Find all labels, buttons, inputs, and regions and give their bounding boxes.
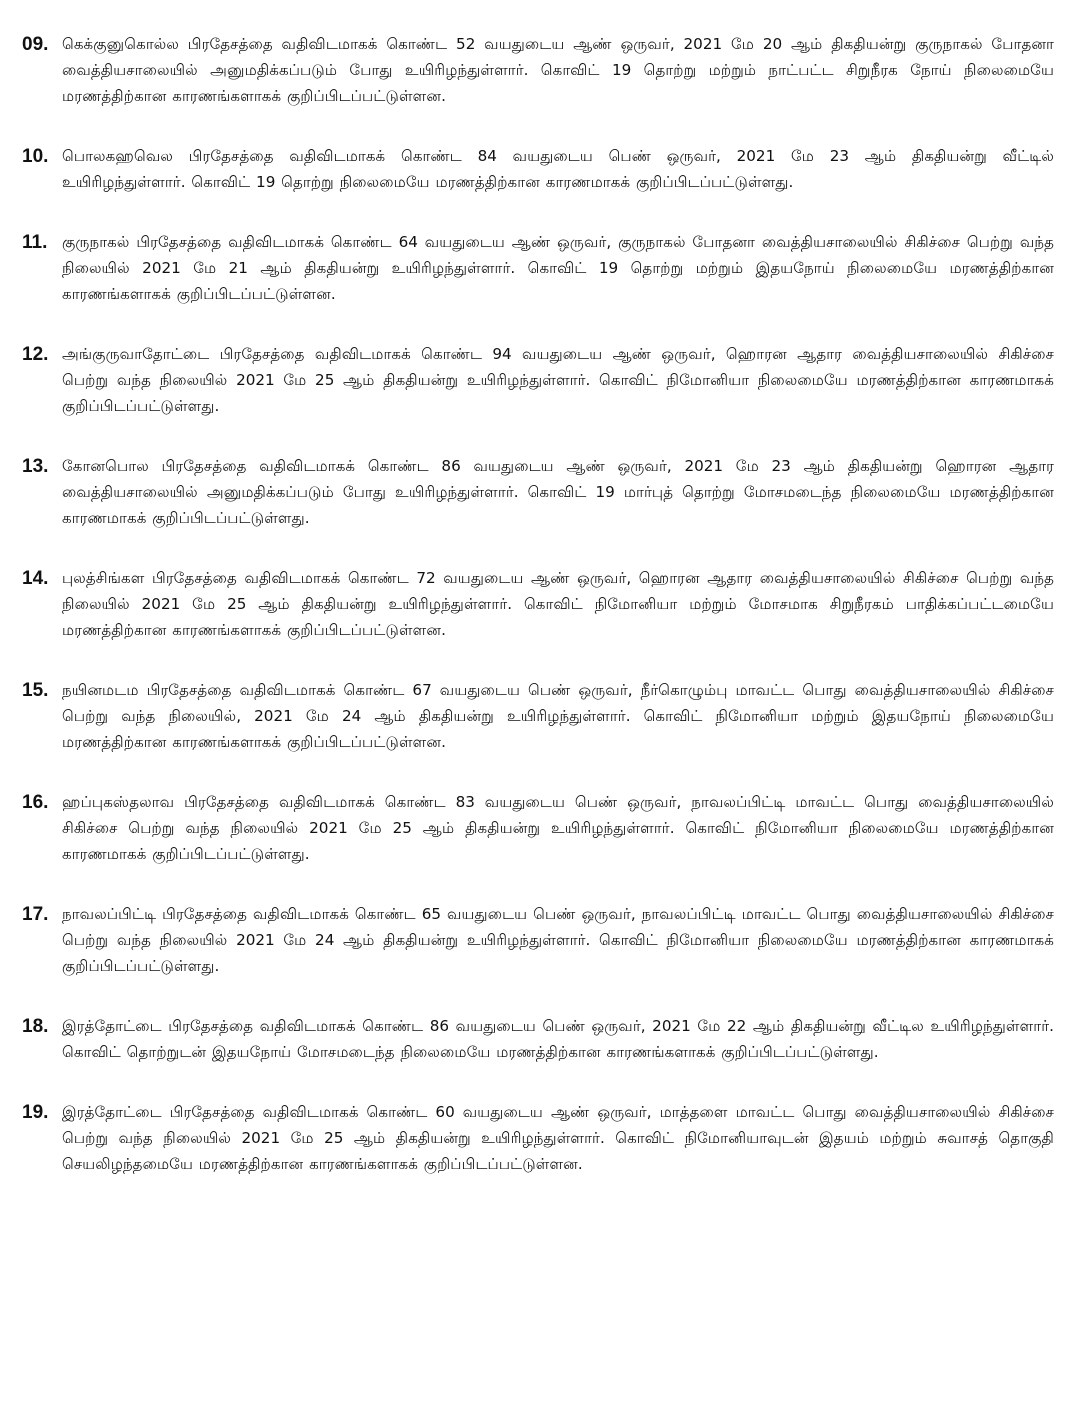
list-item — [22, 901, 1054, 979]
item-text: ஹப்புகஸ்தலாவ பிரதேசத்தை வதிவிடமாகக் கொண்ட 83 வயதுடைய பெண் ஒருவர், நாவலப்பிட்டி மாவட்ட பொது வைத்தியசாலையில் சிகிச்சை பெற்று வந்த நிலையில் 2021 மே 25 ஆம் திகதியன்று உயிரிழந்துள்ளார். கொவிட் நிமோனியா நிலைமையே மரணத்திற்கான காரணமாகக் குறிப்பிடப்பட்டுள்ளது. — [62, 793, 1054, 863]
list-item — [22, 143, 1054, 195]
list-item — [22, 229, 1054, 307]
item-number: 13. — [22, 456, 49, 477]
item-text: அங்குருவாதோட்டை பிரதேசத்தை வதிவிடமாகக் கொண்ட 94 வயதுடைய ஆண் ஒருவர், ஹொரன ஆதார வைத்தியசாலையில் சிகிச்சை பெற்று வந்த நிலையில் 2021 மே 25 ஆம் திகதியன்று உயிரிழந்துள்ளார். கொவிட் நிமோனியா நிலைமையே மரணத்திற்கான காரணமாகக் குறிப்பிடப்பட்டுள்ளது. — [62, 345, 1054, 415]
item-text: இரத்தோட்டை பிரதேசத்தை வதிவிடமாகக் கொண்ட 60 வயதுடைய ஆண் ஒருவர், மாத்தளை மாவட்ட பொது வைத்தியசாலையில் சிகிச்சை பெற்று வந்த நிலையில் 2021 மே 25 ஆம் திகதியன்று உயிரிழந்துள்ளார். கொவிட் நிமோனியாவுடன் இதயம் மற்றும் சுவாசத் தொகுதி செயலிழந்தமையே மரணத்திற்கான காரணங்களாகக் குறிப்பிடப்பட்டுள்ளன. — [62, 1103, 1054, 1173]
list-item — [22, 677, 1054, 755]
item-text: நயினமடம பிரதேசத்தை வதிவிடமாகக் கொண்ட 67 வயதுடைய பெண் ஒருவர், நீர்கொழும்பு மாவட்ட பொது வைத்தியசாலையில் சிகிச்சை பெற்று வந்த நிலையில், 2021 மே 24 ஆம் திகதியன்று உயிரிழந்துள்ளார். கொவிட் நிமோனியா மற்றும் இதயநோய் நிலைமையே மரணத்திற்கான காரணங்களாகக் குறிப்பிடப்பட்டுள்ளன. — [62, 681, 1054, 751]
item-number: 15. — [22, 680, 49, 701]
item-text: கோனபொல பிரதேசத்தை வதிவிடமாகக் கொண்ட 86 வயதுடைய ஆண் ஒருவர், 2021 மே 23 ஆம் திகதியன்று ஹொரன ஆதார வைத்தியசாலையில் அனுமதிக்கப்படும் போது உயிரிழந்துள்ளார். கொவிட் 19 மார்புத் தொற்று மோசமடைந்த நிலைமையே மரணத்திற்கான காரணமாகக் குறிப்பிடப்பட்டுள்ளது. — [62, 457, 1054, 527]
item-number: 10. — [22, 146, 49, 167]
item-text: இரத்தோட்டை பிரதேசத்தை வதிவிடமாகக் கொண்ட 86 வயதுடைய பெண் ஒருவர், 2021 மே 22 ஆம் திகதியன்று வீட்டில உயிரிழந்துள்ளார். கொவிட் தொற்றுடன் இதயநோய் மோசமடைந்த நிலைமையே மரணத்திற்கான காரணங்களாகக் குறிப்பிடப்பட்டுள்ளது. — [62, 1017, 1054, 1061]
item-number: 18. — [22, 1016, 49, 1037]
item-number: 19. — [22, 1102, 49, 1123]
item-text: குருநாகல் பிரதேசத்தை வதிவிடமாகக் கொண்ட 64 வயதுடைய ஆண் ஒருவர், குருநாகல் போதனா வைத்தியசாலையில் சிகிச்சை பெற்று வந்த நிலையில் 2021 மே 21 ஆம் திகதியன்று உயிரிழந்துள்ளார். கொவிட் 19 தொற்று மற்றும் இதயநோய் நிலைமையே மரணத்திற்கான காரணங்களாகக் குறிப்பிடப்பட்டுள்ளன. — [62, 233, 1054, 303]
item-text: பொலகஹவெல பிரதேசத்தை வதிவிடமாகக் கொண்ட 84 வயதுடைய பெண் ஒருவர், 2021 மே 23 ஆம் திகதியன்று வீட்டில் உயிரிழந்துள்ளார். கொவிட் 19 தொற்று நிலைமையே மரணத்திற்கான காரணமாகக் குறிப்பிடப்பட்டுள்ளது. — [62, 147, 1054, 191]
list-item — [22, 789, 1054, 867]
item-number: 16. — [22, 792, 49, 813]
item-text: நாவலப்பிட்டி பிரதேசத்தை வதிவிடமாகக் கொண்ட 65 வயதுடைய பெண் ஒருவர், நாவலப்பிட்டி மாவட்ட பொது வைத்தியசாலையில் சிகிச்சை பெற்று வந்த நிலையில் 2021 மே 24 ஆம் திகதியன்று உயிரிழந்துள்ளார். கொவிட் நிமோனியா நிலைமையே மரணத்திற்கான காரணமாகக் குறிப்பிடப்பட்டுள்ளது. — [62, 905, 1054, 975]
list-item — [22, 1099, 1054, 1177]
item-number: 09. — [22, 34, 49, 55]
item-number: 12. — [22, 344, 49, 365]
list-item — [22, 341, 1054, 419]
list-item — [22, 453, 1054, 531]
list-item — [22, 1013, 1054, 1065]
item-text: புலத்சிங்கள பிரதேசத்தை வதிவிடமாகக் கொண்ட 72 வயதுடைய ஆண் ஒருவர், ஹொரன ஆதார வைத்தியசாலையில் சிகிச்சை பெற்று வந்த நிலையில் 2021 மே 25 ஆம் திகதியன்று உயிரிழந்துள்ளார். கொவிட் நிமோனியா மற்றும் மோசமாக சிறுநீரகம் பாதிக்கப்பட்டமையே மரணத்திற்கான காரணங்களாகக் குறிப்பிடப்பட்டுள்ளன. — [62, 569, 1054, 639]
item-number: 17. — [22, 904, 49, 925]
item-number: 11. — [22, 232, 48, 253]
item-number: 14. — [22, 568, 49, 589]
list-item — [22, 565, 1054, 643]
item-text: கெக்குனுகொல்ல பிரதேசத்தை வதிவிடமாகக் கொண்ட 52 வயதுடைய ஆண் ஒருவர், 2021 மே 20 ஆம் திகதியன்று குருநாகல் போதனா வைத்தியசாலையில் அனுமதிக்கப்படும் போது உயிரிழந்துள்ளார். கொவிட் 19 தொற்று மற்றும் நாட்பட்ட சிறுநீரக நோய் நிலைமையே மரணத்திற்கான காரணங்களாகக் குறிப்பிடப்பட்டுள்ளன. — [62, 35, 1054, 105]
list-item — [22, 31, 1054, 109]
